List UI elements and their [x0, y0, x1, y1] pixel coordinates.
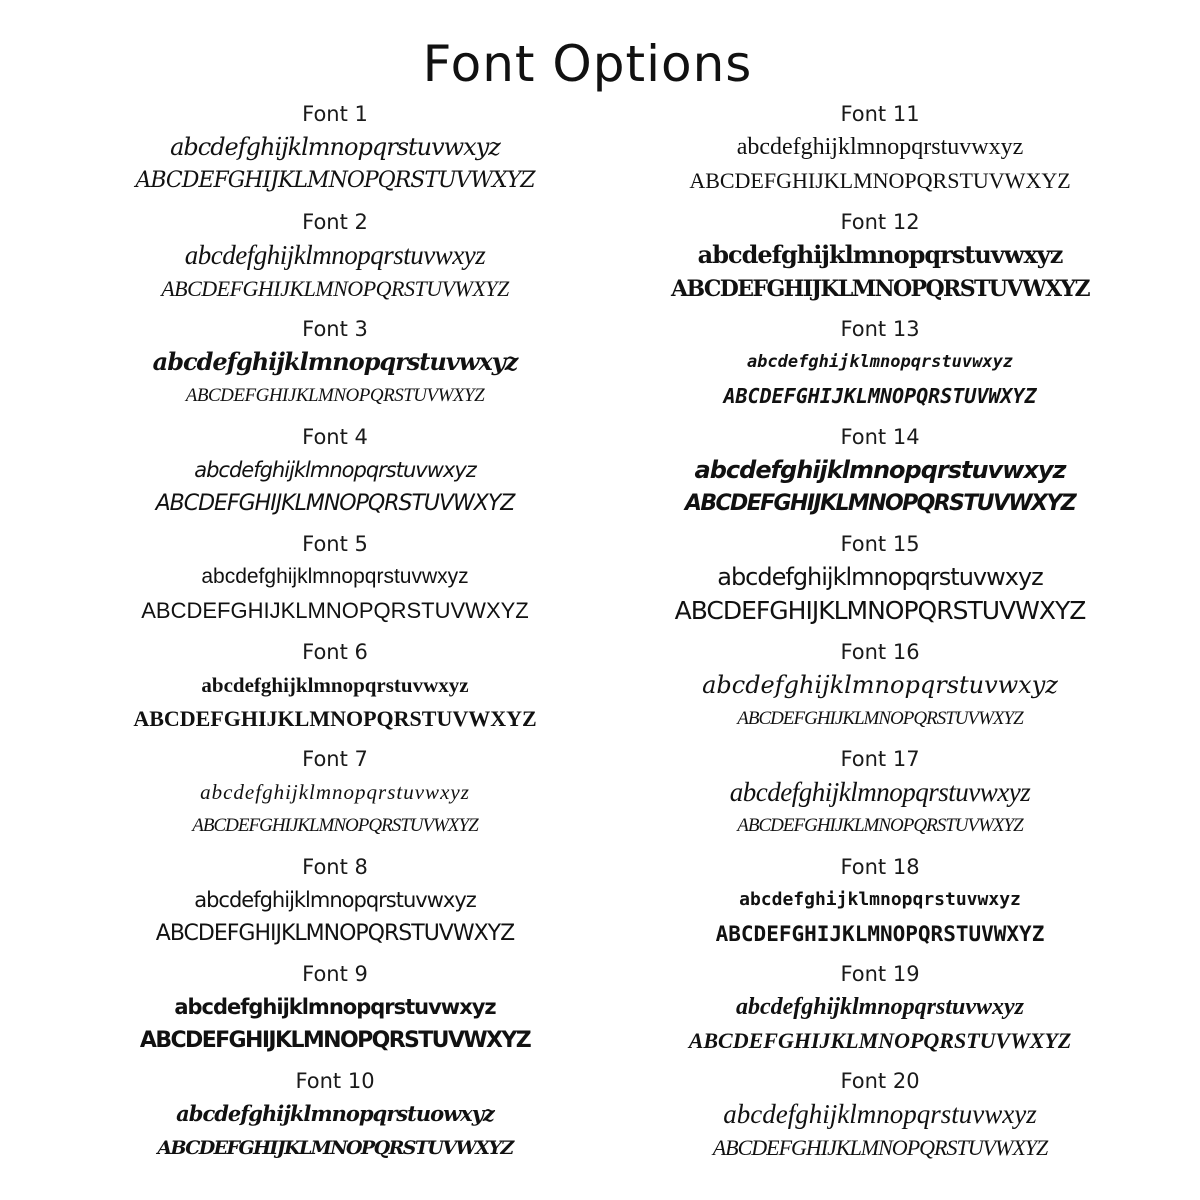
lowercase-sample: abcdefghijklmnopqrstuvwxyz — [717, 563, 1043, 591]
font-option-15 — [620, 528, 1140, 633]
font-option-6 — [75, 636, 595, 741]
font-label: Font 8 — [302, 855, 368, 879]
font-option-7 — [75, 743, 595, 848]
font-option-1 — [75, 98, 595, 203]
lowercase-sample: abcdefghijklmnopqrstuvwxyz — [184, 240, 486, 270]
uppercase-sample: ABCDEFGHIJKLMNOPQRSTUVWXYZ — [133, 706, 537, 731]
uppercase-sample: ABCDEFGHIJKLMNOPQRSTUVWXYZ — [192, 815, 478, 836]
uppercase-sample: ABCDEFGHIJKLMNOPQRSTUVWXYZ — [737, 815, 1023, 836]
uppercase-sample: ABCDEFGHIJKLMNOPQRSTUVWXYZ — [155, 491, 515, 516]
font-label: Font 16 — [840, 640, 920, 664]
font-label: Font 15 — [840, 532, 920, 556]
font-option-10 — [75, 1065, 595, 1170]
uppercase-sample: ABCDEFGHIJKLMNOPQRSTUVWXYZ — [185, 385, 485, 406]
lowercase-sample: abcdefghijklmnopqrstuvwxyz — [723, 1099, 1037, 1129]
font-option-5 — [75, 528, 595, 633]
font-label: Font 11 — [840, 102, 920, 126]
lowercase-sample: abcdefghijklmnopqrstuvwxyz — [697, 240, 1063, 269]
uppercase-sample: ABCDEFGHIJKLMNOPQRSTUVWXYZ — [141, 598, 529, 623]
lowercase-sample: abcdefghijklmnopqrstuvwxyz — [170, 133, 500, 161]
font-option-16 — [620, 636, 1140, 741]
font-label: Font 7 — [302, 747, 368, 771]
page-title: Font Options — [422, 35, 753, 93]
font-label: Font 20 — [840, 1069, 920, 1093]
uppercase-sample: ABCDEFGHIJKLMNOPQRSTUVWXYZ — [737, 708, 1023, 729]
uppercase-sample: ABCDEFGHIJKLMNOPQRSTUVWXYZ — [688, 1028, 1072, 1053]
font-label: Font 3 — [302, 317, 368, 341]
uppercase-sample: ABCDEFGHIJKLMNOPQRSTUVWXYZ — [155, 921, 515, 946]
font-label: Font 2 — [302, 210, 368, 234]
font-option-4 — [75, 421, 595, 526]
font-label: Font 13 — [840, 317, 920, 341]
lowercase-sample: abcdefghijklmnopqrstuvwxyz — [729, 777, 1031, 807]
uppercase-sample: ABCDEFGHIJKLMNOPQRSTUVWXYZ — [135, 168, 535, 193]
uppercase-sample: ABCDEFGHIJKLMNOPQRSTUVWXYZ — [684, 491, 1076, 516]
font-option-13 — [620, 313, 1140, 418]
uppercase-sample: ABCDEFGHIJKLMNOPQRSTUVWXYZ — [712, 1135, 1048, 1160]
font-option-8 — [75, 851, 595, 956]
font-label: Font 10 — [295, 1069, 375, 1093]
lowercase-sample: abcdefghijklmnopqrstuvwxyz — [152, 347, 518, 376]
font-option-18 — [620, 851, 1140, 956]
font-option-2 — [75, 206, 595, 311]
lowercase-sample: abcdefghijklmnopqrstuvwxyz — [702, 671, 1058, 699]
lowercase-sample: abcdefghijklmnopqrstuvwxyz — [735, 994, 1024, 1020]
lowercase-sample: abcdefghijklmnopqrstuvwxyz — [736, 134, 1024, 160]
lowercase-sample: abcdefghijklmnopqrstuvwxyz — [694, 456, 1066, 484]
lowercase-sample: abcdefghijklmnopqrstuvwxyz — [174, 995, 496, 1019]
uppercase-sample: ABCDEFGHIJKLMNOPQRSTUVWXYZ — [161, 276, 509, 301]
lowercase-sample: abcdefghijklmnopqrstuvwxyz — [746, 352, 1014, 372]
uppercase-sample: ABCDEFGHIJKLMNOPQRSTUVWXYZ — [715, 922, 1045, 946]
font-option-3 — [75, 313, 595, 418]
font-label: Font 6 — [302, 640, 368, 664]
lowercase-sample: abcdefghijklmnopqrstuvwxyz — [194, 458, 476, 482]
font-label: Font 4 — [302, 425, 368, 449]
lowercase-sample: abcdefghijklmnopqrstuvwxyz — [201, 673, 469, 697]
font-label: Font 5 — [302, 532, 368, 556]
lowercase-sample: abcdefghijklmnopqrstuvwxyz — [194, 888, 476, 912]
font-label: Font 18 — [840, 855, 920, 879]
uppercase-sample: ABCDEFGHIJKLMNOPQRSTUVWXYZ — [689, 168, 1071, 193]
font-option-19 — [620, 958, 1140, 1063]
font-label: Font 14 — [840, 425, 920, 449]
uppercase-sample: ABCDEFGHIJKLMNOPQRSTUVWXYZ — [723, 384, 1037, 408]
uppercase-sample: ABCDEFGHIJKLMNOPQRSTUVWXYZ — [671, 276, 1089, 302]
lowercase-sample: abcdefghijklmnopqrstuvwxyz — [739, 889, 1021, 910]
font-label: Font 9 — [302, 962, 368, 986]
font-option-11 — [620, 98, 1140, 203]
uppercase-sample: ABCDEFGHIJKLMNOPQRSTUVWXYZ — [674, 596, 1086, 625]
font-option-12 — [620, 206, 1140, 311]
font-label: Font 1 — [302, 102, 368, 126]
font-option-9 — [75, 958, 595, 1063]
uppercase-sample: ABCDEFGHIJKLMNOPQRSTUVWXYZ — [157, 1137, 513, 1159]
font-label: Font 19 — [840, 962, 920, 986]
font-option-17 — [620, 743, 1140, 848]
font-option-20 — [620, 1065, 1140, 1170]
font-label: Font 12 — [840, 210, 920, 234]
lowercase-sample: abcdefghijklmnopqrstuvwxyz — [200, 780, 470, 804]
lowercase-sample: abcdefghijklmnopqrstuowxyz — [176, 1101, 494, 1126]
lowercase-sample: abcdefghijklmnopqrstuvwxyz — [201, 565, 469, 588]
font-option-14 — [620, 421, 1140, 526]
uppercase-sample: ABCDEFGHIJKLMNOPQRSTUVWXYZ — [139, 1028, 531, 1053]
font-label: Font 17 — [840, 747, 920, 771]
